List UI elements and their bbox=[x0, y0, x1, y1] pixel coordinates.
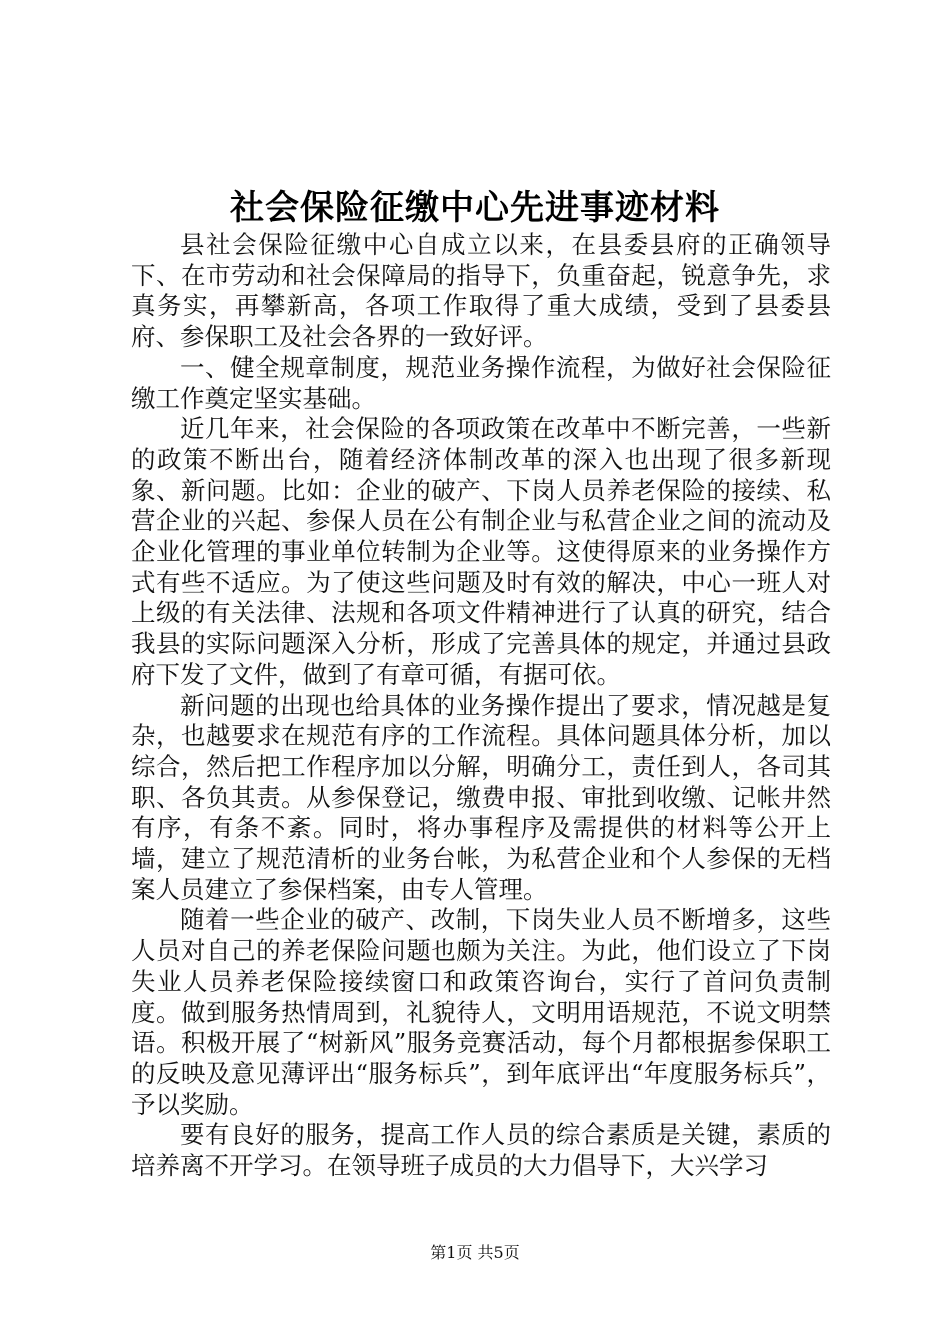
paragraph-service: 随着一些企业的破产、改制，下岗失业人员不断增多，这些人员对自己的养老保险问题也颇为关注。为此，他们设立了下岗失业人员养老保险接续窗口和政策咨询台，实行了首问负责制度。做到服务热情周到，礼貌待人，文明用语规范，不说文明禁语。积极开展了“树新风”服务竞赛活动，每个月都根据参保职工的反映及意见薄评出“服务标兵”，到年底评出“年度服务标兵”，予以奖励。 bbox=[131, 905, 831, 1119]
paragraph-section-heading: 一、健全规章制度，规范业务操作流程，为做好社会保险征缴工作奠定坚实基础。 bbox=[131, 352, 831, 413]
paragraph-workflow: 新问题的出现也给具体的业务操作提出了要求，情况越是复杂，也越要求在规范有序的工作流程。具体问题具体分析，加以综合，然后把工作程序加以分解，明确分工，责任到人，各司其职、各负其责。从参保登记，缴费申报、审批到收缴、记帐井然有序，有条不紊。同时，将办事程序及需提供的材料等公开上墙，建立了规范清析的业务台帐，为私营企业和个人参保的无档案人员建立了参保档案，由专人管理。 bbox=[131, 690, 831, 904]
document-body bbox=[131, 230, 831, 1182]
page-footer: 第1页 共5页 bbox=[430, 1243, 520, 1262]
paragraph-intro: 县社会保险征缴中心自成立以来，在县委县府的正确领导下、在市劳动和社会保障局的指导下，负重奋起，锐意争先，求真务实，再攀新高，各项工作取得了重大成绩，受到了县委县府、参保职工及社会各界的一致好评。 bbox=[131, 230, 831, 352]
paragraph-training: 要有良好的服务，提高工作人员的综合素质是关键，素质的培养离不开学习。在领导班子成员的大力倡导下，大兴学习 bbox=[131, 1120, 831, 1181]
document-title: 社会保险征缴中心先进事迹材料 bbox=[230, 188, 720, 228]
paragraph-policy: 近几年来，社会保险的各项政策在改革中不断完善，一些新的政策不断出台，随着经济体制改革的深入也出现了很多新现象、新问题。比如：企业的破产、下岗人员养老保险的接续、私营企业的兴起、参保人员在公有制企业与私营企业之间的流动及企业化管理的事业单位转制为企业等。这使得原来的业务操作方式有些不适应。为了使这些问题及时有效的解决，中心一班人对上级的有关法律、法规和各项文件精神进行了认真的研究，结合我县的实际问题深入分析，形成了完善具体的规定，并通过县政府下发了文件，做到了有章可循，有据可依。 bbox=[131, 414, 831, 689]
